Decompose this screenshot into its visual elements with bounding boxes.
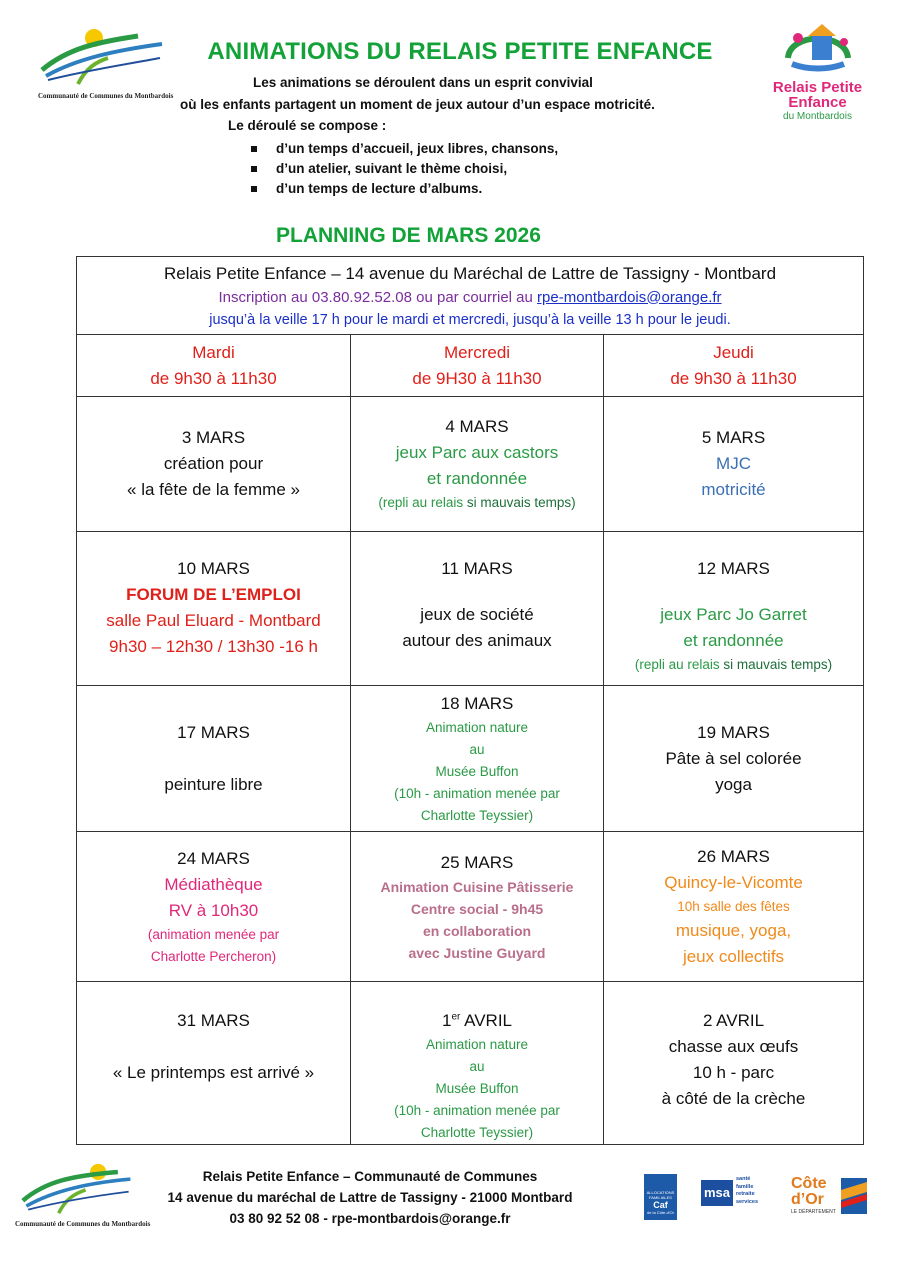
cc-montbardois-logo	[38, 28, 174, 100]
deadline-line: jusqu’à la veille 17 h pour le mardi et mercredi, jusqu’à la veille 13 h pour le jeudi.	[209, 311, 731, 328]
caf-logo	[644, 1174, 677, 1220]
footer-line-2: 14 avenue du maréchal de Lattre de Tassigny - 21000 Montbard	[167, 1190, 573, 1205]
list-item: d’un atelier, suivant le thème choisi,	[250, 159, 558, 179]
rpe-address: Relais Petite Enfance – 14 avenue du Maréchal de Lattre de Tassigny - Montbard	[163, 263, 777, 283]
cell-18-mars: 18 MARS Animation nature au Musée Buffon (10h - animation menée par Charlotte Teyssier)	[351, 686, 604, 832]
caf-logo-line2: Caf	[653, 1200, 668, 1210]
table-row	[77, 832, 864, 982]
footer-cc-logo	[15, 1163, 151, 1231]
msa-logo	[701, 1176, 771, 1212]
list-item: d’un temps d’accueil, jeux libres, chansons,	[250, 139, 558, 159]
cell-3-mars: 3 MARS création pour « la fête de la femme »	[77, 397, 351, 532]
table-row	[77, 982, 864, 1145]
cote-dor-line1: Côte	[791, 1175, 827, 1192]
table-row	[77, 686, 864, 832]
cell-5-mars: 5 MARS MJC motricité	[604, 397, 864, 532]
cell-12-mars: 12 MARS jeux Parc Jo Garret et randonnée (repli au relais si mauvais temps)	[604, 532, 864, 686]
caf-logo-line1: ALLOCATIONS FAMILIALES	[646, 1190, 675, 1200]
msa-logo-tagline: santé famille retraite services	[736, 1176, 759, 1205]
email-link[interactable]: rpe-montbardois@orange.fr	[537, 288, 722, 306]
planning-table	[76, 256, 864, 1145]
footer-address	[150, 1166, 590, 1229]
cell-11-mars: 11 MARS jeux de société autour des animaux	[351, 532, 604, 686]
cell-10-mars: 10 MARS FORUM DE L’EMPLOI salle Paul Eluard - Montbard 9h30 – 12h30 / 13h30 -16 h	[77, 532, 351, 686]
rpe-logo	[760, 20, 875, 125]
rpe-logo-line1: Relais Petite	[772, 79, 863, 96]
rpe-logo-line3: du Montbardois	[783, 111, 852, 122]
table-row	[77, 397, 864, 532]
cote-dor-line3: LE DÉPARTEMENT	[791, 1209, 836, 1215]
cell-24-mars: 24 MARS Médiathèque RV à 10h30 (animation menée par Charlotte Percheron)	[77, 832, 351, 982]
day-header-mercredi: Mercredi de 9H30 à 11h30	[351, 335, 604, 397]
days-header-row	[77, 335, 864, 397]
cell-19-mars: 19 MARS Pâte à sel colorée yoga	[604, 686, 864, 832]
cell-17-mars: 17 MARS peinture libre	[77, 686, 351, 832]
info-row	[77, 257, 864, 335]
planning-title: PLANNING DE MARS 2026	[276, 224, 541, 247]
cc-logo-caption: Communauté de Communes du Montbardois	[38, 92, 174, 100]
intro-line-2: où les enfants partagent un moment de jeux autour d’un espace motricité.	[180, 97, 655, 112]
table-row	[77, 532, 864, 686]
rpe-house-icon	[768, 20, 868, 75]
cell-25-mars: 25 MARS Animation Cuisine Pâtisserie Centre social - 9h45 en collaboration avec Justine Guyard	[351, 832, 604, 982]
day-header-mardi: Mardi de 9h30 à 11h30	[77, 335, 351, 397]
page-title: ANIMATIONS DU RELAIS PETITE ENFANCE	[207, 38, 713, 65]
cote-dor-line2: d’Or	[791, 1191, 824, 1208]
footer-line-3: 03 80 92 52 08 - rpe-montbardois@orange.fr	[229, 1211, 511, 1226]
list-item: d’un temps de lecture d’albums.	[250, 179, 558, 199]
rpe-logo-line2: Enfance	[788, 94, 847, 111]
cell-26-mars: 26 MARS Quincy-le-Vicomte 10h salle des fêtes musique, yoga, jeux collectifs	[604, 832, 864, 982]
inscription-line: Inscription au 03.80.92.52.08 ou par courriel au rpe-montbardois@orange.fr	[218, 288, 722, 306]
cote-dor-flag-icon	[841, 1178, 867, 1214]
programme-list	[250, 139, 558, 199]
cell-31-mars: 31 MARS « Le printemps est arrivé »	[77, 982, 351, 1145]
cell-2-avril: 2 AVRIL chasse aux œufs 10 h - parc à côté de la crèche	[604, 982, 864, 1145]
msa-logo-mark: msa	[701, 1180, 733, 1206]
cell-4-mars: 4 MARS jeux Parc aux castors et randonnée (repli au relais si mauvais temps)	[351, 397, 604, 532]
footer-logo-caption: Communauté de Communes du Montbardois	[15, 1220, 151, 1228]
caf-logo-line3: de la Côte-d'Or	[647, 1210, 674, 1215]
day-header-jeudi: Jeudi de 9h30 à 11h30	[604, 335, 864, 397]
intro-line-3: Le déroulé se compose :	[228, 118, 387, 133]
intro-line-1: Les animations se déroulent dans un esprit convivial	[253, 75, 593, 90]
footer-line-1: Relais Petite Enfance – Communauté de Communes	[202, 1169, 538, 1184]
cell-1-avril: 1er AVRIL Animation nature au Musée Buffon (10h - animation menée par Charlotte Teyssier)	[351, 982, 604, 1145]
cc-montbardois-logo-mark	[38, 28, 168, 86]
cote-dor-logo	[791, 1176, 871, 1222]
cc-montbardois-footer-mark	[15, 1163, 140, 1215]
